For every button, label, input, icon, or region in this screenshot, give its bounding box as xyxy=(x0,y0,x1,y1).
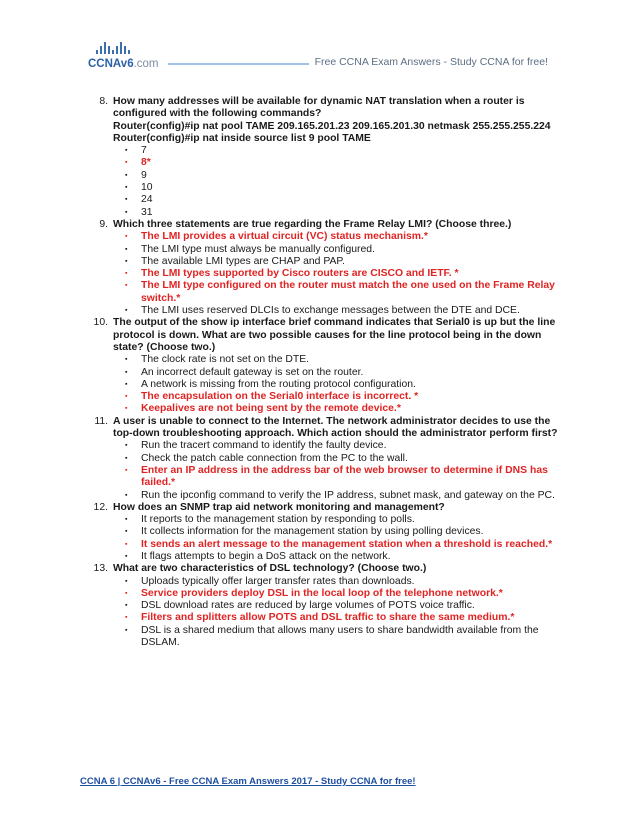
correct-answer-option xyxy=(113,157,558,169)
question-item xyxy=(80,317,558,415)
answer-option xyxy=(113,625,558,650)
question-body xyxy=(113,563,558,649)
answer-options xyxy=(113,576,558,650)
answer-option xyxy=(113,600,558,612)
answer-options xyxy=(113,354,558,415)
correct-answer-option xyxy=(113,465,558,490)
answer-option xyxy=(113,551,558,563)
question-list xyxy=(80,96,558,649)
option-text: 10 xyxy=(141,182,153,194)
square-bullet-icon: ▪ xyxy=(125,516,128,524)
answer-option xyxy=(113,576,558,588)
question-text: How does an SNMP trap aid network monitoring and management? xyxy=(113,501,445,513)
question-number: 9. xyxy=(99,218,108,230)
square-bullet-icon: ▪ xyxy=(125,602,128,610)
option-text: Check the patch cable connection from the PC to the wall. xyxy=(141,452,408,464)
square-bullet-icon: ▪ xyxy=(125,184,128,192)
option-text: It flags attempts to begin a DoS attack on the network. xyxy=(141,550,391,562)
answer-options xyxy=(113,145,558,219)
square-bullet-icon: ▪ xyxy=(125,466,128,474)
square-bullet-icon: ▪ xyxy=(125,282,128,290)
correct-answer-option xyxy=(113,391,558,403)
question-text: The output of the show ip interface brief command indicates that Serial0 is up but the line protocol is down. What are two possible causes for the line protocol being in the down state? (Choose two.) xyxy=(113,317,556,353)
question-number: 8. xyxy=(99,96,108,107)
answer-option xyxy=(113,367,558,379)
option-text: 7 xyxy=(141,145,147,157)
question-text: Router(config)#ip nat pool TAME 209.165.201.23 209.165.201.30 netmask 255.255.255.224 xyxy=(113,120,551,132)
square-bullet-icon: ▪ xyxy=(125,270,128,278)
answer-option xyxy=(113,440,558,452)
square-bullet-icon: ▪ xyxy=(125,528,128,536)
option-text: Keepalives are not being sent by the remote device.* xyxy=(141,403,401,415)
question-number: 13. xyxy=(93,563,108,575)
option-text: 31 xyxy=(141,206,153,218)
answer-option xyxy=(113,170,558,182)
square-bullet-icon: ▪ xyxy=(125,491,128,499)
question-text: How many addresses will be available for dynamic NAT translation when a router is configured with the following commands? xyxy=(113,96,525,120)
option-text: It reports to the management station by responding to polls. xyxy=(141,514,415,526)
correct-answer-option xyxy=(113,280,558,305)
question-text: What are two characteristics of DSL technology? (Choose two.) xyxy=(113,563,427,575)
square-bullet-icon: ▪ xyxy=(125,393,128,401)
option-text: The LMI provides a virtual circuit (VC) status mechanism.* xyxy=(141,231,428,243)
correct-answer-option xyxy=(113,231,558,243)
question-item xyxy=(80,563,558,649)
question-body xyxy=(113,96,558,219)
square-bullet-icon: ▪ xyxy=(125,307,128,315)
square-bullet-icon: ▪ xyxy=(125,577,128,585)
answer-option xyxy=(113,182,558,194)
answer-option xyxy=(113,453,558,465)
square-bullet-icon: ▪ xyxy=(125,552,128,560)
square-bullet-icon: ▪ xyxy=(125,614,128,622)
square-bullet-icon: ▪ xyxy=(125,159,128,167)
square-bullet-icon: ▪ xyxy=(125,405,128,413)
answer-option xyxy=(113,145,558,157)
option-text: It sends an alert message to the management station when a threshold is reached.* xyxy=(141,538,553,550)
option-text: The available LMI types are CHAP and PAP. xyxy=(141,255,345,267)
answer-option xyxy=(113,354,558,366)
option-text: The encapsulation on the Serial0 interface is incorrect. * xyxy=(141,391,419,403)
square-bullet-icon: ▪ xyxy=(125,233,128,241)
question-text: A user is unable to connect to the Internet. The network administrator decides to use the top-down troubleshooting approach. Which action should the administrator perform first? xyxy=(113,415,558,440)
page-header xyxy=(0,0,638,82)
correct-answer-option xyxy=(113,612,558,624)
site-logo[interactable] xyxy=(88,40,168,80)
question-item xyxy=(80,502,558,563)
question-body xyxy=(113,219,558,317)
logo-suffix: .com xyxy=(133,58,159,70)
square-bullet-icon: ▪ xyxy=(125,245,128,253)
option-text: 24 xyxy=(141,194,153,206)
option-text: Run the ipconfig command to verify the IP address, subnet mask, and gateway on the PC. xyxy=(141,489,555,501)
option-text: It collects information for the management station by using polling devices. xyxy=(141,526,484,538)
question-body xyxy=(113,317,558,415)
question-body xyxy=(113,416,558,502)
answer-option xyxy=(113,514,558,526)
square-bullet-icon: ▪ xyxy=(125,626,128,634)
answer-option xyxy=(113,305,558,317)
square-bullet-icon: ▪ xyxy=(125,208,128,216)
option-text: DSL is a shared medium that allows many users to share bandwidth available from the DSLAM. xyxy=(141,624,539,649)
question-item xyxy=(80,96,558,219)
answer-options xyxy=(113,440,558,501)
square-bullet-icon: ▪ xyxy=(125,368,128,376)
square-bullet-icon: ▪ xyxy=(125,257,128,265)
option-text: The LMI types supported by Cisco routers are CISCO and IETF. * xyxy=(141,268,459,280)
option-text: An incorrect default gateway is set on the router. xyxy=(141,366,364,378)
answer-options xyxy=(113,514,558,563)
square-bullet-icon: ▪ xyxy=(125,442,128,450)
question-body xyxy=(113,502,558,563)
question-text: Which three statements are true regarding the Frame Relay LMI? (Choose three.) xyxy=(113,218,512,230)
correct-answer-option xyxy=(113,403,558,415)
header-tagline: Free CCNA Exam Answers - Study CCNA for free! xyxy=(309,56,548,68)
option-text: Service providers deploy DSL in the local loop of the telephone network.* xyxy=(141,587,503,599)
question-number: 10. xyxy=(93,317,108,329)
option-text: DSL download rates are reduced by large volumes of POTS voice traffic. xyxy=(141,600,475,612)
question-text: Router(config)#ip nat inside source list 9 pool TAME xyxy=(113,132,371,144)
square-bullet-icon: ▪ xyxy=(125,147,128,155)
question-number: 11. xyxy=(94,415,108,427)
answer-option xyxy=(113,490,558,502)
square-bullet-icon: ▪ xyxy=(125,171,128,179)
answer-option xyxy=(113,207,558,219)
option-text: Uploads typically offer larger transfer rates than downloads. xyxy=(141,575,415,587)
option-text: 8* xyxy=(141,157,151,169)
square-bullet-icon: ▪ xyxy=(125,356,128,364)
option-text: The LMI uses reserved DLCIs to exchange messages between the DTE and DCE. xyxy=(141,305,520,317)
correct-answer-option xyxy=(113,539,558,551)
question-number: 12. xyxy=(93,501,108,513)
question-item xyxy=(80,416,558,502)
logo-text xyxy=(88,58,159,70)
question-item xyxy=(80,219,558,317)
answer-option xyxy=(113,256,558,268)
option-text: Filters and splitters allow POTS and DSL traffic to share the same medium.* xyxy=(141,612,515,624)
option-text: The clock rate is not set on the DTE. xyxy=(141,354,310,366)
option-text: Run the tracert command to identify the faulty device. xyxy=(141,440,387,452)
footer-link[interactable]: CCNA 6 | CCNAv6 - Free CCNA Exam Answers 2017 - Study CCNA for free! xyxy=(80,776,416,787)
answer-option xyxy=(113,379,558,391)
option-text: 9 xyxy=(141,169,147,181)
square-bullet-icon: ▪ xyxy=(125,196,128,204)
answer-option xyxy=(113,244,558,256)
answer-option xyxy=(113,526,558,538)
correct-answer-option xyxy=(113,588,558,600)
square-bullet-icon: ▪ xyxy=(125,380,128,388)
option-text: Enter an IP address in the address bar of the web browser to determine if DNS has failed.* xyxy=(141,464,548,489)
option-text: The LMI type must always be manually configured. xyxy=(141,243,375,255)
answer-option xyxy=(113,194,558,206)
square-bullet-icon: ▪ xyxy=(125,589,128,597)
option-text: The LMI type configured on the router must match the one used on the Frame Relay switch.* xyxy=(141,280,555,304)
square-bullet-icon: ▪ xyxy=(125,454,128,462)
answer-options xyxy=(113,231,558,317)
option-text: A network is missing from the routing protocol configuration. xyxy=(141,378,416,390)
square-bullet-icon: ▪ xyxy=(125,540,128,548)
correct-answer-option xyxy=(113,268,558,280)
logo-name: CCNAv6 xyxy=(88,58,134,70)
